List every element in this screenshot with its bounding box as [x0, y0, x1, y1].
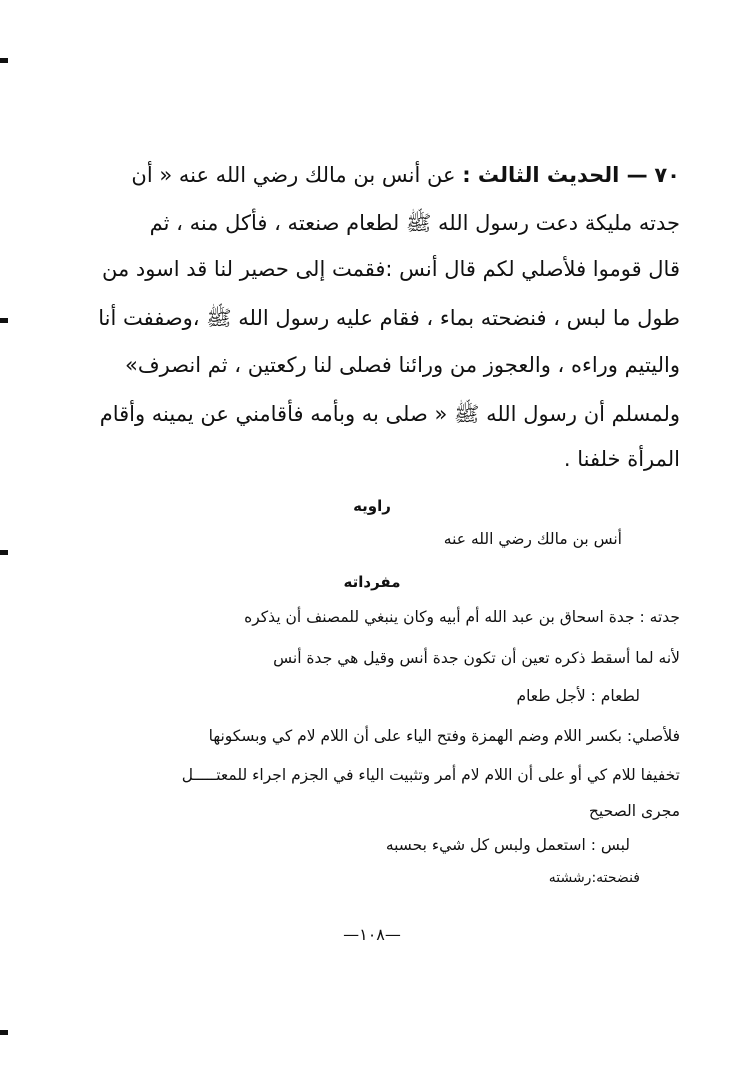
hadith-line: ولمسلم أن رسول الله ﷺ « صلى به وبأمه فأقامني عن يمينه وأقام [99, 402, 680, 426]
page-number: —١٠٨— [343, 925, 401, 944]
hadith-number: ٧٠ [654, 163, 680, 187]
vocabulary-line: تخفيفا للام كي أو على أن اللام لام أمر وتثبيت الياء في الجزم اجراء للمعتـــــل [181, 766, 680, 784]
vocabulary-line: لطعام : لأجل طعام [516, 687, 640, 705]
narrator-heading: راويه [353, 497, 391, 515]
vocabulary-line: جدته : جدة اسحاق بن عبد الله أم أبيه وكان ينبغي للمصنف أن يذكره [244, 608, 680, 626]
narrator-text: أنس بن مالك رضي الله عنه [443, 530, 622, 548]
hadith-line: طول ما لبس ، فنضحته بماء ، فقام عليه رسول الله ﷺ ،وصففت أنا [98, 306, 680, 330]
vocabulary-line: مجرى الصحيح [588, 802, 680, 820]
margin-mark [0, 550, 8, 555]
margin-mark [0, 58, 8, 63]
hadith-text: عن أنس بن مالك رضي الله عنه « أن [131, 163, 456, 187]
vocabulary-heading: مفرداته [343, 573, 401, 591]
hadith-line: المرأة خلفنا . [563, 447, 680, 471]
hadith-line: جدته مليكة دعت رسول الله ﷺ لطعام صنعته ، فأكل منه ، ثم [149, 211, 680, 235]
margin-mark [0, 1030, 8, 1035]
hadith-title: الحديث الثالث : [462, 163, 620, 187]
vocabulary-line: فنضحته:رششته [548, 870, 640, 886]
hadith-line: ٧٠ — الحديث الثالث : عن أنس بن مالك رضي الله عنه « أن [131, 163, 680, 187]
vocabulary-line: لبس : استعمل ولبس كل شيء بحسبه [385, 836, 630, 854]
hadith-line: قال قوموا فلأصلي لكم قال أنس :فقمت إلى حصير لنا قد اسود من [101, 257, 680, 281]
vocabulary-line: لأنه لما أسقط ذكره تعين أن تكون جدة أنس وقيل هي جدة أنس [273, 649, 680, 667]
vocabulary-line: فلأصلي: بكسر اللام وضم الهمزة وفتح الياء على أن اللام لام كي وبسكونها [208, 727, 680, 745]
hadith-line: واليتيم وراءه ، والعجوز من ورائنا فصلى لنا ركعتين ، ثم انصرف» [124, 353, 680, 377]
margin-mark [0, 318, 8, 323]
